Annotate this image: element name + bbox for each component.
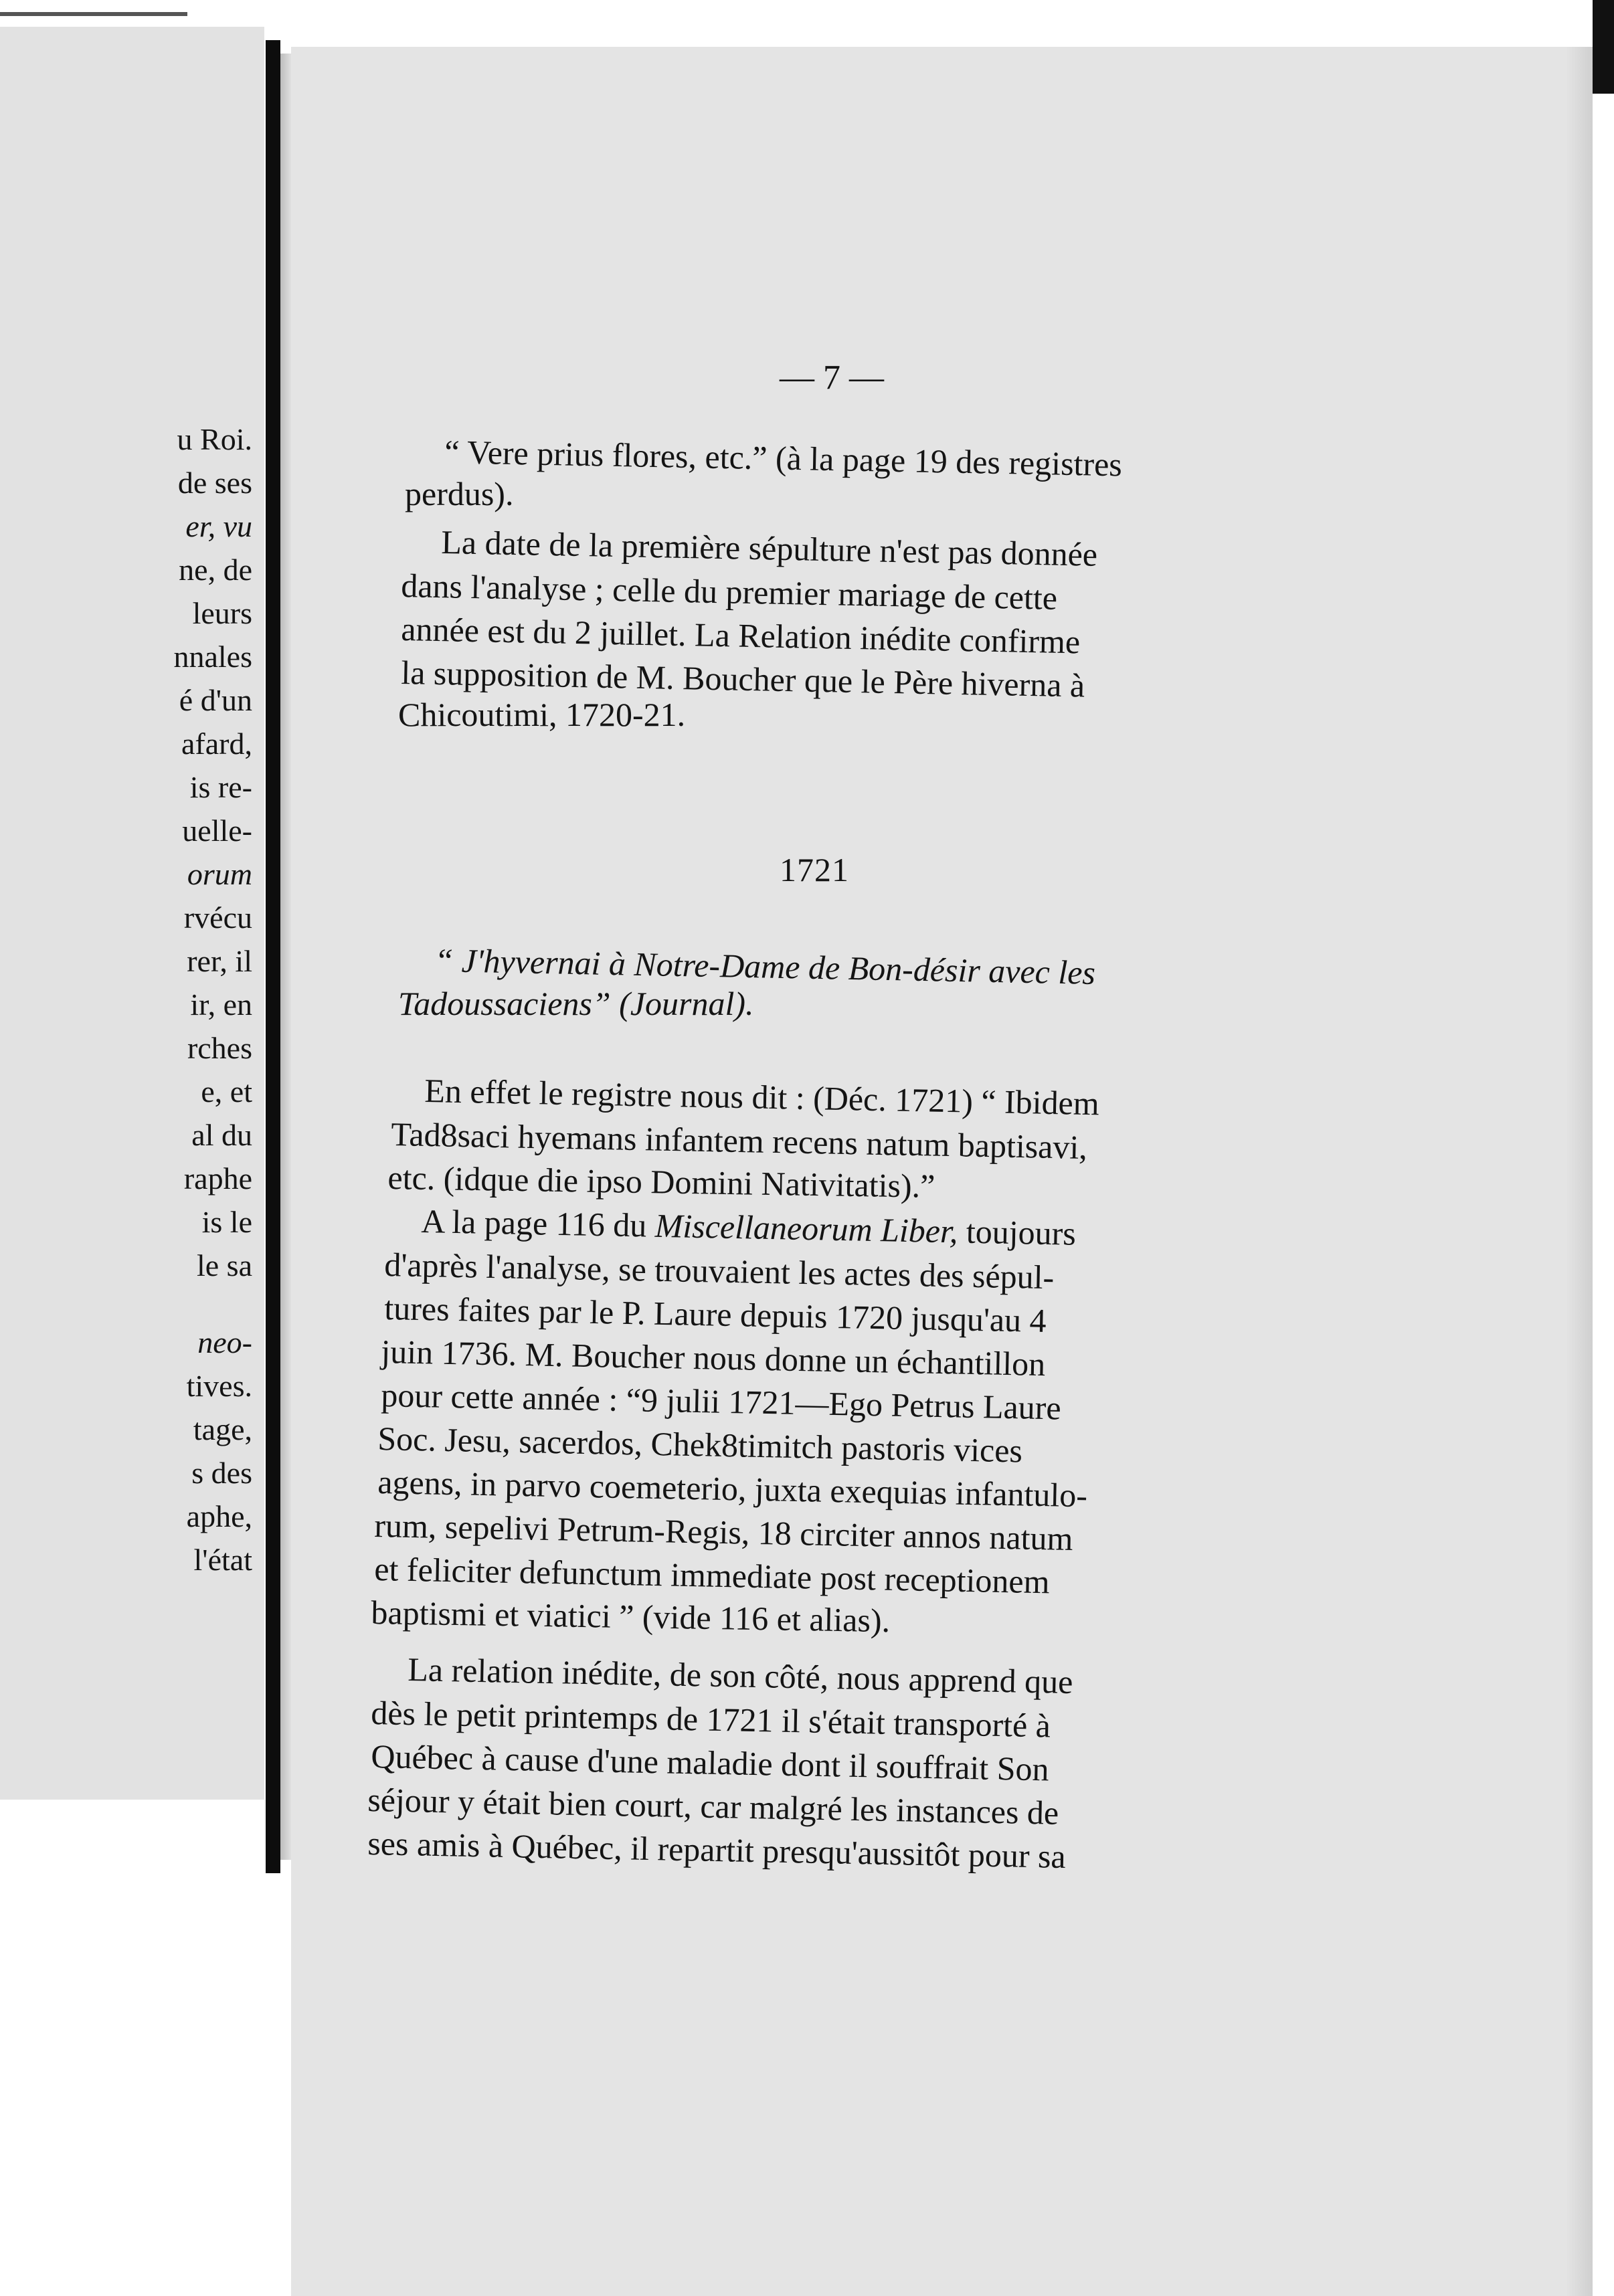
left-fragment: orum <box>187 857 252 891</box>
text-line: pour cette année : “9 julii 1721—Ego Petrus Laure <box>380 1375 1062 1427</box>
left-fragment: leurs <box>192 596 252 630</box>
left-fragment: l'état <box>193 1543 252 1577</box>
scan-top-border <box>0 0 1614 27</box>
text-line: d'après l'analyse, se trouvaient les actes des sépul- <box>383 1245 1055 1297</box>
left-fragment: er, vu <box>185 509 252 543</box>
text-line: agens, in parvo coemeterio, juxta exequias infantulo- <box>377 1462 1088 1515</box>
book-title: Miscellaneorum Liber, <box>654 1206 959 1250</box>
left-fragment: rvécu <box>183 900 252 935</box>
left-fragment: ne, de <box>179 553 252 587</box>
text-line: “ Vere prius flores, etc.” (à la page 19 des registres <box>444 432 1123 484</box>
left-fragment: aphe, <box>186 1499 252 1533</box>
text-line: tures faites par le P. Laure depuis 1720 jusqu'au 4 <box>383 1288 1047 1339</box>
left-fragment: afard, <box>181 727 252 761</box>
left-fragment: é d'un <box>179 683 252 717</box>
text-line: ses amis à Québec, il repartit presqu'aussitôt pour sa <box>367 1824 1067 1876</box>
text-line: etc. (idque die ipso Domini Nativitatis).” <box>387 1158 935 1205</box>
left-fragment: tives. <box>186 1369 252 1403</box>
page-gutter-line <box>266 40 280 1873</box>
left-fragment: rer, il <box>187 944 252 978</box>
left-fragment: is re- <box>189 770 252 804</box>
left-fragment: nnales <box>173 640 252 674</box>
text-line: juin 1736. M. Boucher nous donne un échantillon <box>380 1332 1046 1383</box>
text-line: Québec à cause d'une maladie dont il souffrait Son <box>370 1737 1050 1788</box>
left-fragment: raphe <box>183 1161 252 1195</box>
left-fragment: tage, <box>193 1412 252 1446</box>
text-line: Chicoutimi, 1720-21. <box>398 696 686 733</box>
text-line: dès le petit printemps de 1721 il s'était transporté à <box>370 1693 1051 1745</box>
spine-shadow <box>280 54 291 1860</box>
text-line: année est du 2 juillet. La Relation inédite confirme <box>400 609 1081 661</box>
journal-quote-line: “ J'hyvernai à Notre-Dame de Bon-désir avec les <box>434 941 1096 991</box>
page-edge-shadow <box>1566 47 1593 2296</box>
left-fragment: le sa <box>196 1248 252 1282</box>
left-fragment: ir, en <box>190 987 252 1022</box>
year-heading: 1721 <box>780 851 849 888</box>
text-line: La relation inédite, de son côté, nous apprend que <box>407 1650 1073 1701</box>
page-number: — 7 — <box>780 359 884 397</box>
text-line: rum, sepelivi Petrum-Regis, 18 circiter annos natum <box>373 1506 1073 1558</box>
left-fragment: neo- <box>197 1325 252 1359</box>
text-line: dans l'analyse ; celle du premier mariage de cette <box>400 566 1058 617</box>
text-line: Soc. Jesu, sacerdos, Chek8timitch pastoris vices <box>377 1419 1023 1470</box>
text-line: La date de la première sépulture n'est pas donnée <box>440 522 1098 573</box>
text-line: perdus). <box>405 475 514 512</box>
scan-smear <box>0 12 187 16</box>
left-fragment: u Roi. <box>177 422 252 456</box>
text-line: et feliciter defunctum immediate post receptionem <box>373 1549 1051 1601</box>
left-fragment: s des <box>191 1456 252 1490</box>
left-fragment: e, et <box>201 1074 252 1109</box>
text-line: la supposition de M. Boucher que le Père hiverna à <box>400 653 1085 704</box>
text-line: baptismi et viatici ” (vide 116 et alias). <box>371 1593 891 1640</box>
left-fragment: is le <box>201 1205 252 1239</box>
left-fragment: de ses <box>177 466 252 500</box>
text-line <box>421 1201 1077 1254</box>
left-fragment: rches <box>187 1031 252 1065</box>
text-line: En effet le registre nous dit : (Déc. 1721) “ Ibidem <box>424 1071 1100 1123</box>
left-fragment: al du <box>191 1118 252 1152</box>
journal-quote-line: Tadoussaciens” (Journal). <box>398 985 754 1022</box>
main-page <box>291 47 1593 2296</box>
previous-page-strip <box>0 27 264 1800</box>
scan-right-edge <box>1593 0 1614 94</box>
left-fragment: uelle- <box>182 814 252 848</box>
text-run: toujours <box>966 1212 1077 1252</box>
text-line: séjour y était bien court, car malgré les instances de <box>367 1780 1059 1832</box>
text-run: A la page 116 du <box>420 1202 647 1244</box>
text-line: Tad8saci hyemans infantem recens natum baptisavi, <box>390 1115 1088 1166</box>
